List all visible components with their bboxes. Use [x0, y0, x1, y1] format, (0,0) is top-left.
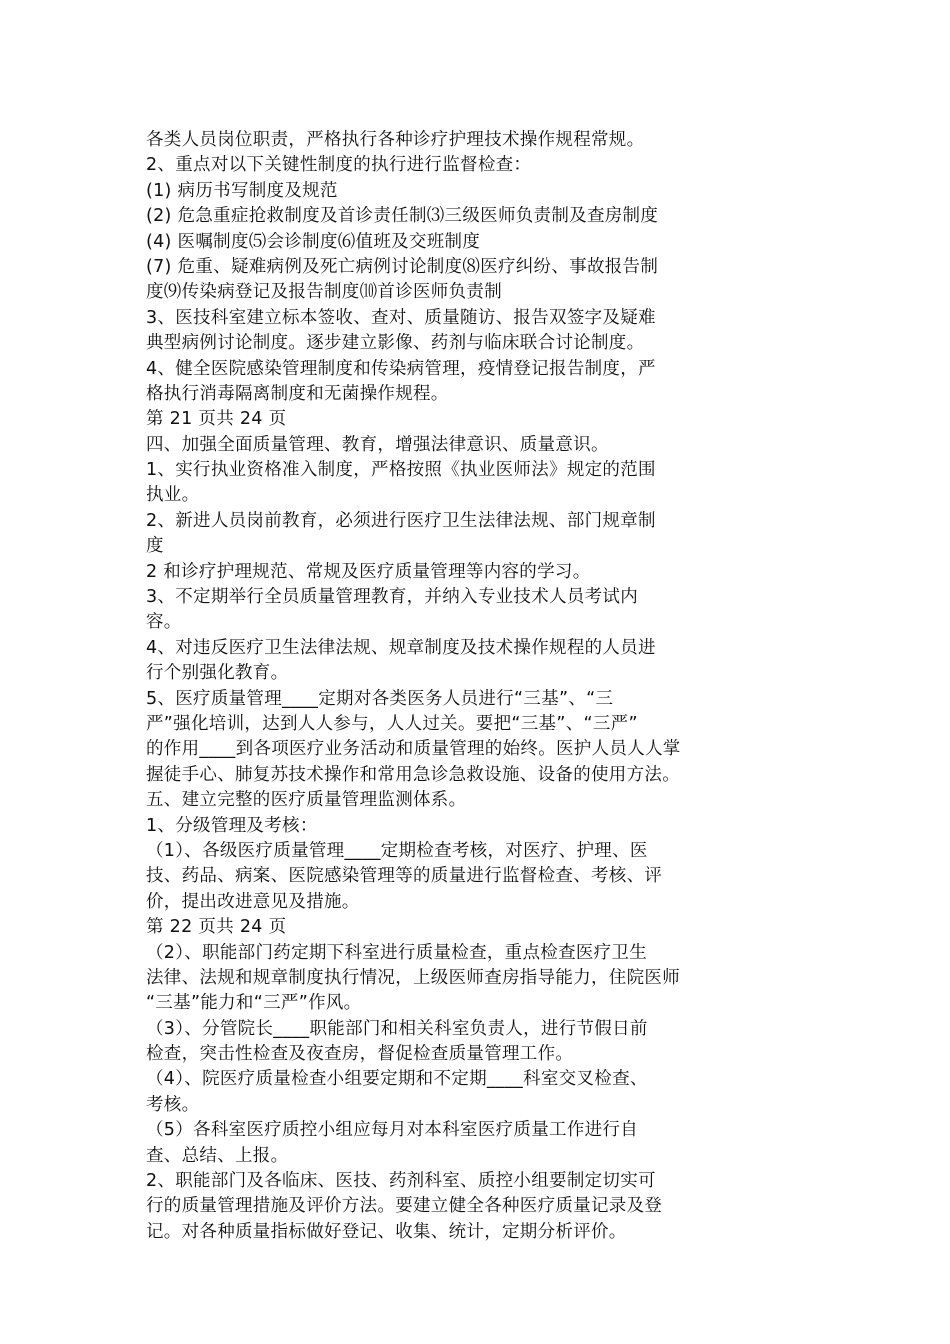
- text-line: 2、新进人员岗前教育，必须进行医疗卫生法律法规、部门规章制: [146, 510, 656, 531]
- text-line: 法律、法规和规章制度执行情况，上级医师查房指导能力，住院医师: [146, 967, 680, 988]
- page-number: 第 21 页共 24 页: [146, 409, 287, 430]
- text-line: 各类人员岗位职责，严格执行各种诊疗护理技术操作规程常规。: [146, 130, 645, 150]
- text-line: 的作用____到各项医疗业务活动和质量管理的始终。医护人员人人掌: [146, 739, 681, 760]
- text-line: 考核。: [146, 1094, 200, 1115]
- text-line: (7) 危重、疑难病例及死亡病例讨论制度⑻医疗纠纷、事故报告制: [146, 256, 659, 277]
- text-line: 行的质量管理措施及评价方法。要建立健全各种医疗质量记录及登: [146, 1196, 663, 1217]
- text-line: 容。: [146, 612, 182, 633]
- text-line: 1、分级管理及考核：: [146, 815, 318, 836]
- section-heading: 四、加强全面质量管理、教育，增强法律意识、质量意识。: [146, 434, 609, 455]
- document-body: [146, 128, 736, 1245]
- text-line: 价，提出改进意见及措施。: [146, 891, 360, 912]
- text-line: 3、不定期举行全员质量管理教育，并纳入专业技术人员考试内: [146, 587, 639, 608]
- text-line: 握徒手心、肺复苏技术操作和常用急诊急救设施、设备的使用方法。: [146, 764, 680, 785]
- page-number: 第 22 页共 24 页: [146, 917, 287, 938]
- text-line: （1）、各级医疗质量管理____定期检查考核，对医疗、护理、医: [146, 840, 648, 861]
- text-line: 格执行消毒隔离制度和无菌操作规程。: [146, 383, 449, 404]
- text-line: 执业。: [146, 485, 200, 506]
- text-line: 3、医技科室建立标本签收、查对、质量随访、报告双签字及疑难: [146, 307, 656, 328]
- text-line: 严”强化培训，达到人人参与，人人过关。要把“三基”、“三严”: [146, 713, 638, 734]
- text-line: (4) 医嘱制度⑸会诊制度⑹值班及交班制度: [146, 231, 481, 252]
- text-line: 技、药品、病案、医院感染管理等的质量进行监督检查、考核、评: [146, 866, 663, 887]
- text-line: (1) 病历书写制度及规范: [146, 180, 338, 201]
- text-line: 度⑼传染病登记及报告制度⑽首诊医师负责制: [146, 282, 502, 303]
- text-line: 行个别强化教育。: [146, 663, 289, 684]
- text-line: 1、实行执业资格准入制度，严格按照《执业医师法》规定的范围: [146, 460, 656, 481]
- text-line: （3）、分管院长____职能部门和相关科室负责人，进行节假日前: [146, 1018, 648, 1039]
- text-line: 记。对各种质量指标做好登记、收集、统计，定期分析评价。: [146, 1221, 627, 1242]
- text-line: 4、对违反医疗卫生法律法规、规章制度及技术操作规程的人员进: [146, 637, 656, 658]
- text-line: 4、健全医院感染管理制度和传染病管理，疫情登记报告制度，严: [146, 358, 656, 379]
- text-line: 2 和诊疗护理规范、常规及医疗质量管理等内容的学习。: [146, 561, 591, 582]
- text-line: “三基”能力和“三严”作风。: [146, 993, 362, 1014]
- text-line: 典型病例讨论制度。逐步建立影像、药剂与临床联合讨论制度。: [146, 333, 645, 354]
- text-line: 5、医疗质量管理____定期对各类医务人员进行“三基”、“三: [146, 688, 614, 709]
- text-line: 查、总结、上报。: [146, 1145, 289, 1166]
- text-line: 2、职能部门及各临床、医技、药剂科室、质控小组要制定切实可: [146, 1171, 656, 1192]
- text-line: 检查，突击性检查及夜查房，督促检查质量管理工作。: [146, 1044, 574, 1065]
- text-line: （5）各科室医疗质控小组应每月对本科室医疗质量工作进行自: [146, 1120, 639, 1141]
- text-line: （2）、职能部门药定期下科室进行质量检查，重点检查医疗卫生: [146, 942, 648, 963]
- text-line: （4）、院医疗质量检查小组要定期和不定期____科室交叉检查、: [146, 1069, 648, 1090]
- text-line: 度: [146, 536, 164, 557]
- text-line: (2) 危急重症抢救制度及首诊责任制⑶三级医师负责制及查房制度: [146, 206, 659, 227]
- text-line: 2、重点对以下关键性制度的执行进行监督检查：: [146, 155, 532, 176]
- section-heading: 五、建立完整的医疗质量管理监测体系。: [146, 790, 467, 811]
